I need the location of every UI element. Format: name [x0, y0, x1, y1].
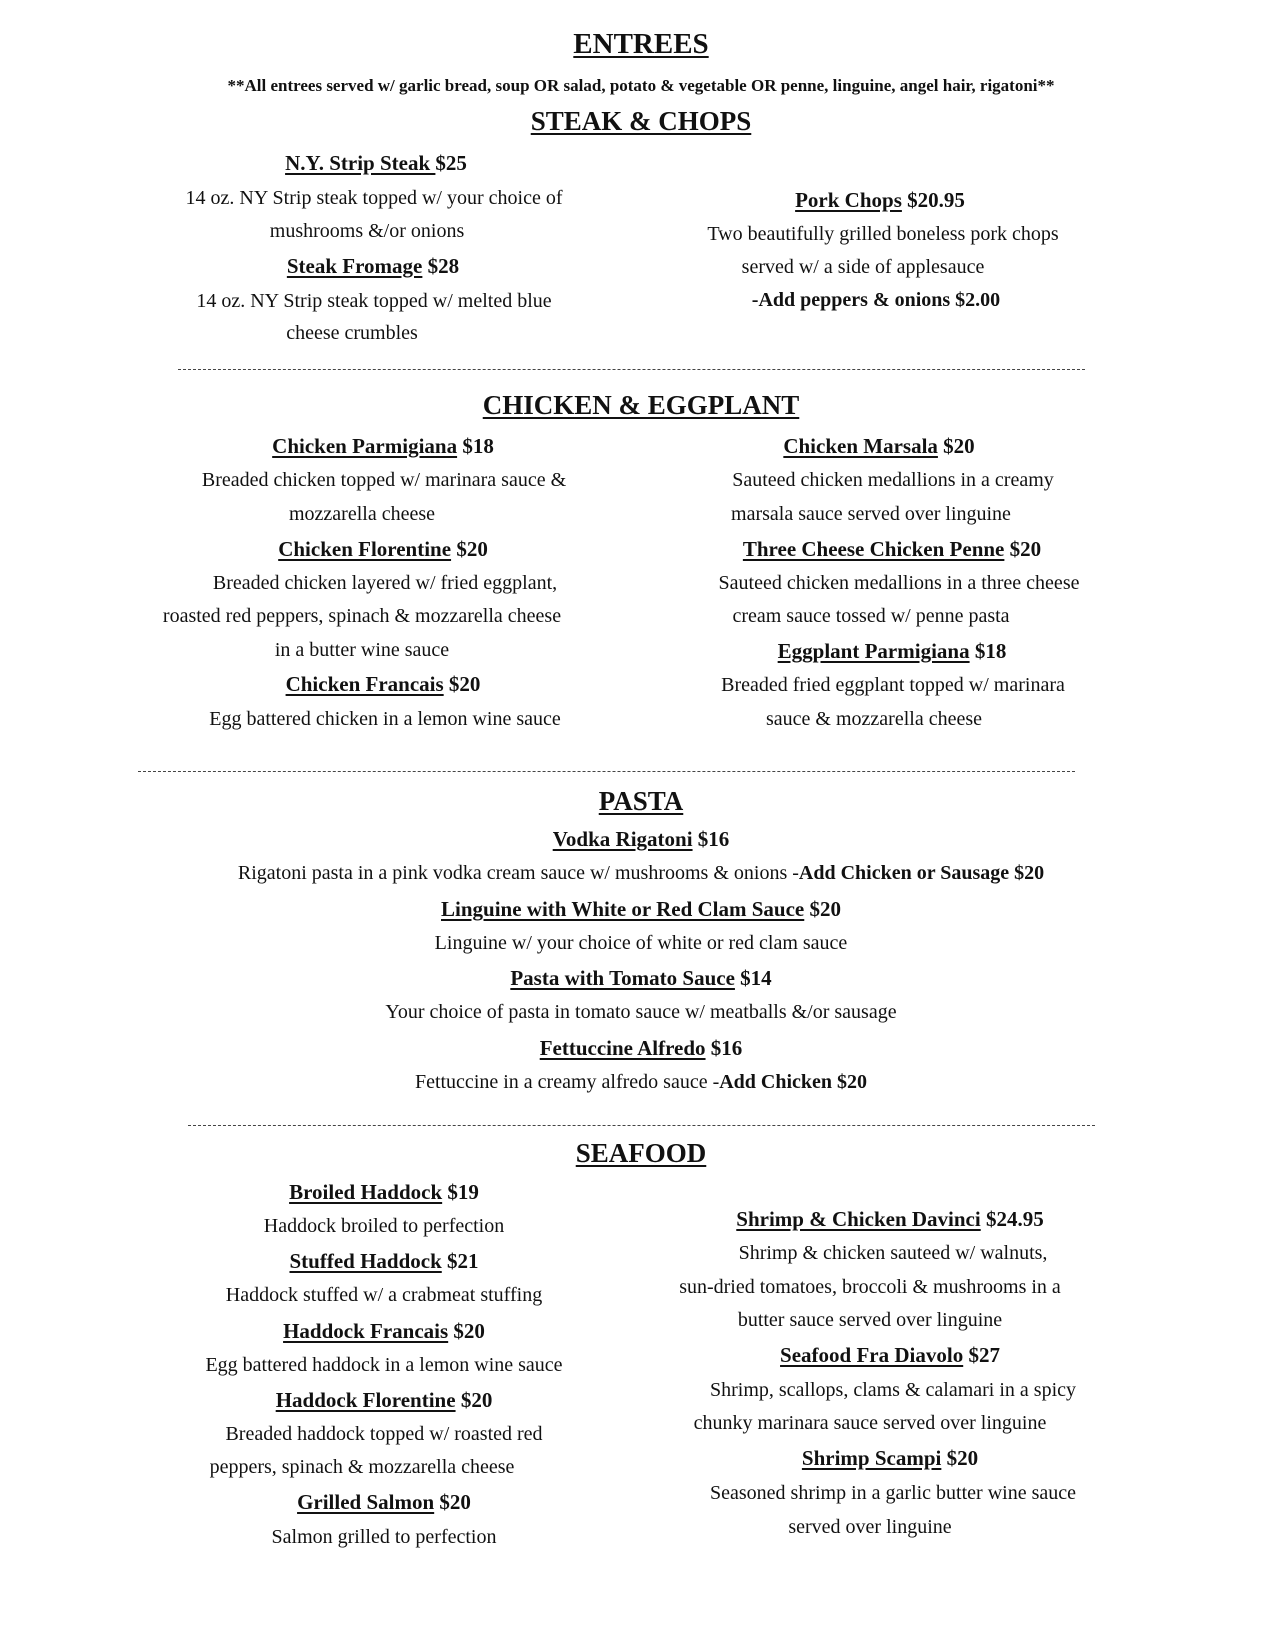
item-desc: sauce & mozzarella cheese [766, 708, 982, 730]
item-desc: Haddock stuffed w/ a crabmeat stuffing [225, 1284, 543, 1306]
item-desc: cheese crumbles [286, 322, 418, 344]
item-desc: mushrooms &/or onions [269, 220, 465, 242]
menu-item-chicken-parm: Chicken Parmigiana $18 [272, 434, 494, 458]
menu-item-vodka-rigatoni: Vodka Rigatoni $16 [552, 827, 730, 851]
menu-item-stuffed-haddock: Stuffed Haddock $21 [289, 1249, 479, 1273]
menu-item-pasta-tomato: Pasta with Tomato Sauce $14 [510, 966, 772, 990]
item-desc: roasted red peppers, spinach & mozzarella cheese [162, 605, 562, 627]
item-desc: Breaded haddock topped w/ roasted red [225, 1423, 543, 1445]
item-desc: Breaded chicken topped w/ marinara sauce & [201, 469, 567, 491]
menu-item-three-cheese-penne: Three Cheese Chicken Penne $20 [742, 537, 1042, 561]
menu-item-eggplant-parm: Eggplant Parmigiana $18 [777, 639, 1007, 663]
menu-item-chicken-florentine: Chicken Florentine $20 [278, 537, 488, 561]
item-addon: -Add peppers & onions $2.00 [751, 289, 1001, 311]
item-desc: Two beautifully grilled boneless pork chops [707, 223, 1059, 245]
menu-item-ny-strip: N.Y. Strip Steak $25 [285, 151, 467, 175]
menu-item-broiled-haddock: Broiled Haddock $19 [289, 1180, 479, 1204]
item-desc: Salmon grilled to perfection [271, 1526, 497, 1548]
item-desc: peppers, spinach & mozzarella cheese [209, 1456, 515, 1478]
item-desc: Breaded fried eggplant topped w/ marinara [721, 674, 1065, 696]
item-desc: Sauteed chicken medallions in a three cheese [718, 572, 1080, 594]
item-desc: Shrimp & chicken sauteed w/ walnuts, [738, 1242, 1048, 1264]
section-heading-pasta: PASTA [598, 786, 684, 816]
item-desc: Breaded chicken layered w/ fried eggplant, [212, 572, 558, 594]
item-desc: 14 oz. NY Strip steak topped w/ melted blue [196, 290, 552, 312]
item-desc: Rigatoni pasta in a pink vodka cream sauce w/ mushrooms & onions -Add Chicken or Sausage $20 [237, 862, 1045, 884]
item-desc: 14 oz. NY Strip steak topped w/ your choice of [185, 187, 563, 209]
item-desc: Seasoned shrimp in a garlic butter wine sauce [710, 1482, 1076, 1504]
item-desc: Egg battered haddock in a lemon wine sauce [205, 1354, 563, 1376]
section-divider [138, 771, 1075, 772]
menu-item-fettuccine-alfredo: Fettuccine Alfredo $16 [539, 1036, 743, 1060]
item-desc: sun-dried tomatoes, broccoli & mushrooms in a [679, 1276, 1061, 1298]
item-desc: served over linguine [788, 1516, 952, 1538]
menu-item-shrimp-chicken-davinci: Shrimp & Chicken Davinci $24.95 [736, 1207, 1044, 1231]
menu-item-grilled-salmon: Grilled Salmon $20 [297, 1490, 471, 1514]
item-desc: Haddock broiled to perfection [263, 1215, 505, 1237]
section-divider [178, 369, 1085, 370]
menu-item-haddock-francais: Haddock Francais $20 [283, 1319, 485, 1343]
item-desc: Fettuccine in a creamy alfredo sauce -Add Chicken $20 [414, 1071, 868, 1093]
item-desc: served w/ a side of applesauce [741, 256, 985, 278]
menu-item-steak-fromage: Steak Fromage $28 [286, 254, 460, 278]
item-desc: cream sauce tossed w/ penne pasta [732, 605, 1010, 627]
item-desc: Your choice of pasta in tomato sauce w/ meatballs &/or sausage [385, 1001, 897, 1023]
menu-item-seafood-fra-diavolo: Seafood Fra Diavolo $27 [780, 1343, 1000, 1367]
menu-item-chicken-francais: Chicken Francais $20 [285, 672, 481, 696]
menu-item-haddock-florentine: Haddock Florentine $20 [275, 1388, 493, 1412]
menu-item-linguine-clam: Linguine with White or Red Clam Sauce $20 [440, 897, 842, 921]
menu-item-chicken-marsala: Chicken Marsala $20 [783, 434, 975, 458]
menu-item-shrimp-scampi: Shrimp Scampi $20 [801, 1446, 979, 1470]
section-divider [188, 1125, 1095, 1126]
section-heading-chicken: CHICKEN & EGGPLANT [482, 390, 800, 420]
item-desc: chunky marinara sauce served over linguine [693, 1412, 1047, 1434]
section-heading-steak: STEAK & CHOPS [530, 106, 752, 136]
item-desc: Sauteed chicken medallions in a creamy [732, 469, 1054, 491]
entrees-note: **All entrees served w/ garlic bread, soup OR salad, potato & vegetable OR penne, linguine, angel hair, rigatoni** [227, 76, 1055, 95]
item-desc: Linguine w/ your choice of white or red clam sauce [434, 932, 848, 954]
menu-item-pork-chops: Pork Chops $20.95 [795, 188, 965, 212]
item-desc: Egg battered chicken in a lemon wine sauce [209, 708, 561, 730]
item-desc: Shrimp, scallops, clams & calamari in a spicy [709, 1379, 1077, 1401]
item-desc: in a butter wine sauce [274, 639, 450, 661]
item-desc: butter sauce served over linguine [737, 1309, 1003, 1331]
page-title: ENTREES [573, 28, 709, 60]
section-heading-seafood: SEAFOOD [575, 1138, 707, 1168]
item-desc: mozzarella cheese [288, 503, 436, 525]
item-desc: marsala sauce served over linguine [731, 503, 1011, 525]
